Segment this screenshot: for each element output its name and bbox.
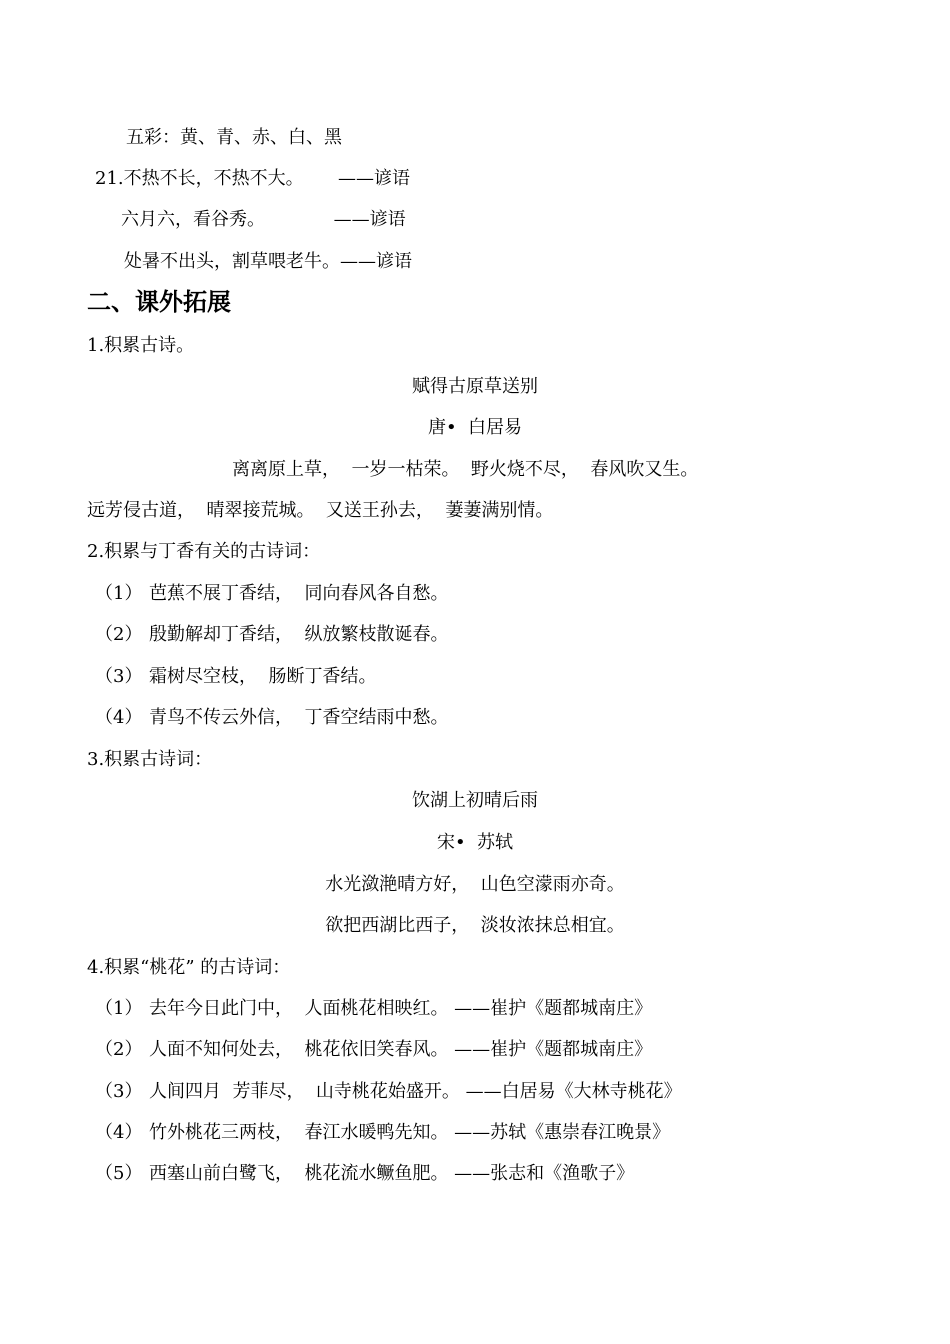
list-item (95, 582, 448, 606)
item-text: 殷勤解却丁香结， 纵放繁枝散诞春。 (149, 624, 449, 645)
s3-label: 3.积累古诗词： (87, 749, 213, 770)
s2-label: 2.积累与丁香有关的古诗词： (87, 541, 321, 562)
s4-label: 4.积累“桃花” 的古诗词： (87, 957, 291, 978)
list-item (95, 706, 448, 730)
item-text: 霜树尽空枝， 肠断丁香结。 (149, 666, 377, 687)
item-text: 人间四月 芳菲尽， 山寺桃花始盛开。 ——白居易《大林寺桃花》 (149, 1081, 682, 1102)
wucai-line: 五彩：黄、青、赤、白、黑 (126, 127, 342, 148)
list-item (95, 1080, 682, 1104)
item-number: （3） (95, 666, 143, 687)
item-number: （3） (95, 1081, 143, 1102)
proverb-liuyue: 六月六，看谷秀。 ——谚语 (121, 209, 406, 230)
poem1-author: 唐• 白居易 (427, 417, 523, 438)
item-number: （2） (95, 624, 143, 645)
item-number: （2） (95, 1039, 143, 1060)
item-text: 芭蕉不展丁香结， 同向春风各自愁。 (149, 583, 449, 604)
poem1-line-2: 远芳侵古道， 晴翠接荒城。 又送王孙去， 萋萋满别情。 (87, 500, 554, 521)
item-text: 青鸟不传云外信， 丁香空结雨中愁。 (149, 707, 449, 728)
item-number: （4） (95, 1122, 143, 1143)
s1-label: 1.积累古诗。 (87, 335, 195, 356)
list-item (95, 1121, 670, 1145)
proverb-chushu: 处暑不出头，割草喂老牛。——谚语 (124, 251, 412, 272)
poem3-line-1: 水光潋滟晴方好， 山色空濛雨亦奇。 (325, 874, 625, 895)
section-title: 二、课外拓展 (87, 288, 231, 316)
poem1-line-1: 离离原上草， 一岁一枯荣。 野火烧不尽， 春风吹又生。 (232, 459, 699, 480)
poem3-line-2: 欲把西湖比西子， 淡妆浓抹总相宜。 (325, 915, 625, 936)
list-item (95, 1162, 634, 1186)
poem3-title: 饮湖上初晴后雨 (412, 790, 538, 811)
list-item (95, 1038, 652, 1062)
list-item (95, 623, 448, 647)
item-number: （4） (95, 707, 143, 728)
poem1-title: 赋得古原草送别 (412, 376, 538, 397)
proverb-21: 21.不热不长，不热不大。 ——谚语 (95, 168, 410, 189)
item-number: （1） (95, 998, 143, 1019)
item-text: 西塞山前白鹭飞， 桃花流水鳜鱼肥。 ——张志和《渔歌子》 (149, 1163, 635, 1184)
item-text: 人面不知何处去， 桃花依旧笑春风。 ——崔护《题都城南庄》 (149, 1039, 653, 1060)
list-item (95, 997, 652, 1021)
item-text: 去年今日此门中， 人面桃花相映红。 ——崔护《题都城南庄》 (149, 998, 653, 1019)
item-text: 竹外桃花三两枝， 春江水暖鸭先知。 ——苏轼《惠崇春江晚景》 (149, 1122, 671, 1143)
list-item (95, 665, 376, 689)
poem3-author: 宋• 苏轼 (436, 832, 514, 853)
item-number: （5） (95, 1163, 143, 1184)
item-number: （1） (95, 583, 143, 604)
